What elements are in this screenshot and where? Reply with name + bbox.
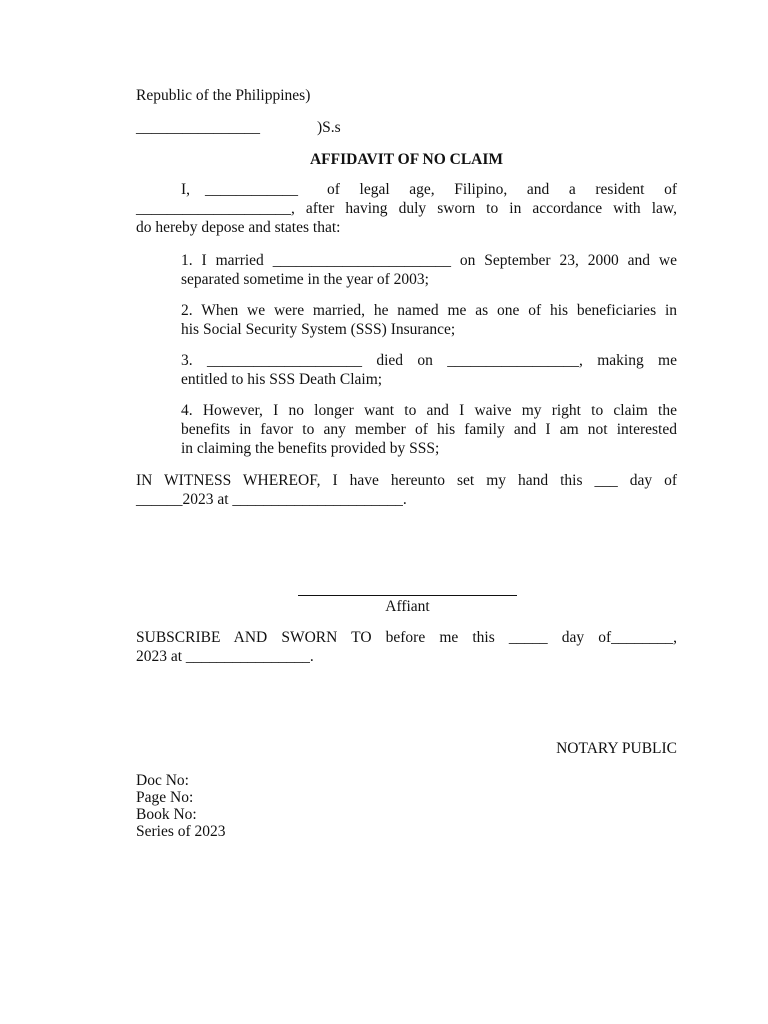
item-2-line1: 2. When we were married, he named me as one of his beneficiaries in	[181, 302, 677, 319]
intro-i: I,	[181, 181, 191, 198]
document-title: AFFIDAVIT OF NO CLAIM	[309, 151, 504, 168]
item-3-line2: entitled to his SSS Death Claim;	[181, 371, 383, 388]
intro-line2: ____________________, after having duly sworn to in accordance with law,	[136, 200, 677, 217]
doc-no: Doc No:	[136, 772, 189, 789]
item-2-line2: his Social Security System (SSS) Insurance;	[181, 321, 456, 338]
subscribe-line1: SUBSCRIBE AND SWORN TO before me this _____ day of________,	[136, 629, 677, 646]
book-no: Book No:	[136, 806, 197, 823]
intro-line1-rest: of legal age, Filipino, and a resident of	[327, 181, 677, 198]
item-3-line1: 3. ____________________ died on _________________, making me	[181, 352, 677, 369]
item-4-line2: benefits in favor to any member of his family and I am not interested	[181, 421, 677, 438]
item-1-line1: 1. I married _______________________ on September 23, 2000 and we	[181, 252, 677, 269]
intro-line3: do hereby depose and states that:	[136, 219, 341, 236]
item-4-line1: 4. However, I no longer want to and I waive my right to claim the	[181, 402, 677, 419]
witness-line2: ______2023 at ______________________.	[136, 491, 407, 508]
intro-name-blank: ____________	[205, 181, 298, 198]
item-1-line2: separated sometime in the year of 2003;	[181, 271, 429, 288]
notary-public-label: NOTARY PUBLIC	[556, 740, 677, 757]
item-4-line3: in claiming the benefits provided by SSS;	[181, 440, 440, 457]
subscribe-line2: 2023 at ________________.	[136, 648, 314, 665]
affiant-signature-line	[298, 595, 517, 596]
ss-label: )S.s	[317, 119, 341, 136]
republic-line: Republic of the Philippines)	[136, 87, 311, 104]
affiant-label: Affiant	[385, 598, 430, 615]
witness-line1: IN WITNESS WHEREOF, I have hereunto set my hand this ___ day of	[136, 472, 677, 489]
series: Series of 2023	[136, 823, 226, 840]
venue-blank: ________________	[136, 119, 260, 136]
page-no: Page No:	[136, 789, 194, 806]
